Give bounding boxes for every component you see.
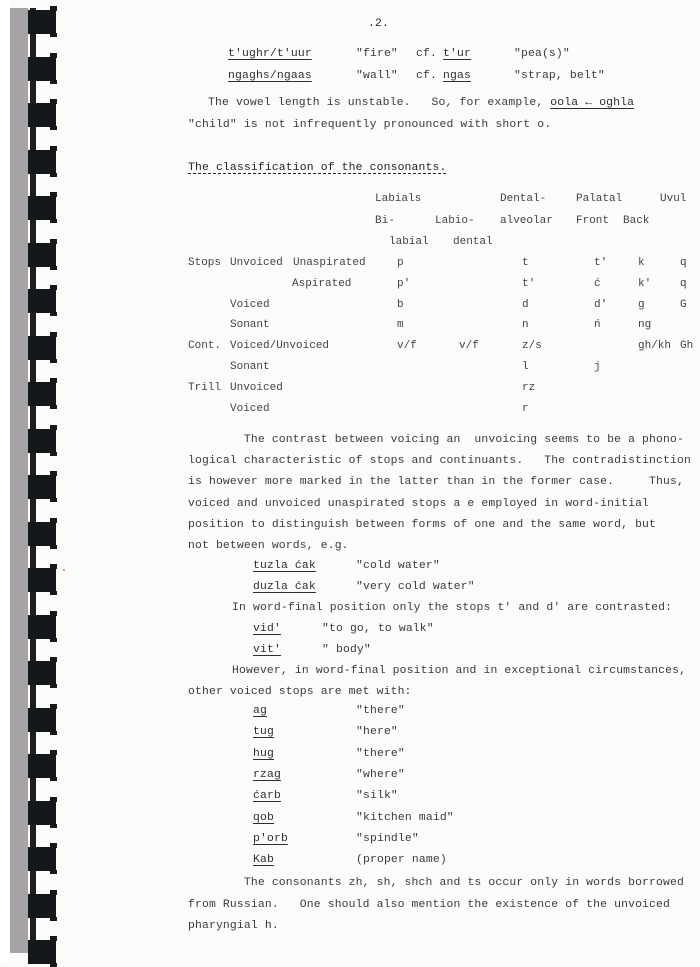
- vowel-example: oola ← oghla: [550, 97, 635, 109]
- header-labial: labial: [389, 236, 429, 248]
- example-gloss: "there": [356, 705, 405, 717]
- cf-gloss: "pea(s)": [514, 48, 570, 60]
- table-cell-sub: Unaspirated: [293, 257, 366, 269]
- example-gloss: "here": [356, 726, 398, 738]
- example-gloss: (proper name): [356, 854, 447, 866]
- paragraph-line: position to distinguish between forms of one and the same word, but: [188, 518, 657, 531]
- table-cell-front: j: [594, 361, 601, 373]
- however-line-2: other voiced stops are met with:: [188, 686, 412, 698]
- header-palatal: Palatal: [576, 193, 623, 205]
- example-word: ag: [253, 705, 267, 717]
- table-cell-group: Cont.: [188, 340, 222, 352]
- header-uvular: Uvul: [660, 193, 687, 205]
- vowel-text: The vowel length is unstable. So, for example,: [208, 97, 551, 109]
- table-cell-group: Stops: [188, 257, 222, 269]
- example-word: tug: [253, 726, 274, 738]
- vowel-line-1: [208, 96, 634, 110]
- table-cell-type: Unvoiced: [230, 257, 283, 269]
- table-cell-front: ć: [594, 278, 601, 290]
- table-cell-front: t′: [594, 257, 608, 269]
- example-gloss: " body": [322, 644, 371, 656]
- section-heading: The classification of the consonants.: [188, 162, 447, 174]
- table-cell-type: Voiced/Unvoiced: [230, 340, 330, 352]
- example-gloss: "wall": [356, 70, 398, 82]
- table-cell-dental: d: [522, 299, 529, 311]
- header-back: Back: [623, 215, 650, 227]
- cf-gloss: "strap, belt": [514, 70, 605, 82]
- paragraph-line: pharyngial h.: [188, 920, 279, 932]
- table-cell-dental: n: [522, 319, 529, 331]
- table-cell-dental: z/s: [522, 340, 542, 352]
- page-number: .2.: [368, 18, 389, 30]
- example-gloss: "to go, to walk": [322, 623, 434, 635]
- example-gloss: "where": [356, 769, 405, 781]
- paragraph-line: The consonants zh, sh, shch and ts occur only in words borrowed: [188, 877, 684, 889]
- table-cell-back: k: [638, 257, 645, 269]
- header-dental-sub: dental: [453, 236, 493, 248]
- example-gloss: "spindle": [356, 833, 419, 845]
- table-cell-dental: r: [522, 403, 529, 415]
- table-cell-labiodental: v/f: [459, 340, 479, 352]
- header-labials: Labials: [375, 193, 422, 205]
- example-word: Kab: [253, 854, 274, 866]
- table-cell-back: ng: [638, 319, 652, 331]
- paragraph-line: is however more marked in the latter than in the former case. Thus,: [188, 476, 684, 489]
- example-word: qob: [253, 812, 274, 824]
- example-word: ngaghs/ngaas: [228, 70, 312, 82]
- table-cell-type: Sonant: [230, 361, 270, 373]
- table-cell-uvular: q: [680, 278, 687, 290]
- example-word: vit′: [253, 644, 281, 656]
- table-cell-front: d′: [594, 299, 608, 311]
- example-word: t'ughr/t'uur: [228, 48, 312, 60]
- paragraph-line: not between words, e.g.: [188, 540, 349, 552]
- vowel-line-2: "child" is not infrequently pronounced with short o.: [188, 119, 552, 131]
- example-word: tuzla ćak: [253, 560, 316, 572]
- header-labiodental: Labio-: [435, 215, 475, 227]
- table-cell-bilabial: p': [397, 278, 411, 290]
- table-cell-group: Trill: [188, 382, 222, 394]
- table-cell-bilabial: b: [397, 299, 404, 311]
- however-line-1: However, in word-final position and in exceptional circumstances,: [232, 665, 687, 677]
- cf-label: cf.: [416, 48, 437, 60]
- table-cell-back: gh/kh: [638, 340, 672, 352]
- header-alveolar: alveolar: [500, 215, 553, 227]
- table-cell-bilabial: m: [397, 319, 404, 331]
- table-cell-type: Voiced: [230, 299, 270, 311]
- table-cell-type: Voiced: [230, 403, 270, 415]
- example-gloss: "there": [356, 748, 405, 760]
- cf-word: ngas: [443, 70, 471, 82]
- table-cell-uvular: q: [680, 257, 687, 269]
- example-word: rzag: [253, 769, 281, 781]
- example-word: vid′: [253, 623, 281, 635]
- cf-label: cf.: [416, 70, 437, 82]
- paper-speck: [63, 569, 65, 571]
- cf-word: t'ur: [443, 48, 471, 60]
- table-cell-dental: rz: [522, 382, 536, 394]
- table-cell-type: Sonant: [230, 319, 270, 331]
- example-word: p'orb: [253, 833, 288, 845]
- paragraph-line: logical characteristic of stops and continuants. The contradistinction: [188, 455, 691, 468]
- table-cell-dental: l: [522, 361, 529, 373]
- table-cell-back: k': [638, 278, 652, 290]
- example-gloss: "fire": [356, 48, 398, 60]
- paragraph-line: voiced and unvoiced unaspirated stops a e employed in word-initial: [188, 497, 650, 510]
- table-cell-bilabial: p: [397, 257, 404, 269]
- table-cell-sub: Aspirated: [292, 278, 352, 290]
- example-gloss: "kitchen maid": [356, 812, 454, 824]
- table-cell-dental: t': [522, 278, 536, 290]
- paragraph-line: The contrast between voicing an unvoicing seems to be a phono-: [188, 434, 684, 446]
- table-cell-bilabial: v/f: [397, 340, 417, 352]
- header-dental: Dental-: [500, 193, 547, 205]
- header-front: Front: [576, 215, 610, 227]
- example-gloss: "very cold water": [356, 581, 475, 593]
- final-position-paragraph: In word-final position only the stops t′ and d′ are contrasted:: [232, 602, 673, 614]
- table-cell-dental: t: [522, 257, 529, 269]
- header-bilabial: Bi-: [375, 215, 395, 227]
- table-cell-type: Unvoiced: [230, 382, 283, 394]
- table-cell-uvular: Gh: [680, 340, 694, 352]
- example-gloss: "silk": [356, 790, 398, 802]
- paragraph-line: from Russian. One should also mention the existence of the unvoiced: [188, 898, 670, 911]
- table-cell-uvular: G: [680, 299, 687, 311]
- example-word: duzla ćak: [253, 581, 316, 593]
- table-cell-back: g: [638, 299, 645, 311]
- example-word: hug: [253, 748, 274, 760]
- example-word: ćarb: [253, 790, 281, 802]
- example-gloss: "cold water": [356, 560, 440, 572]
- table-cell-front: ń: [594, 319, 601, 331]
